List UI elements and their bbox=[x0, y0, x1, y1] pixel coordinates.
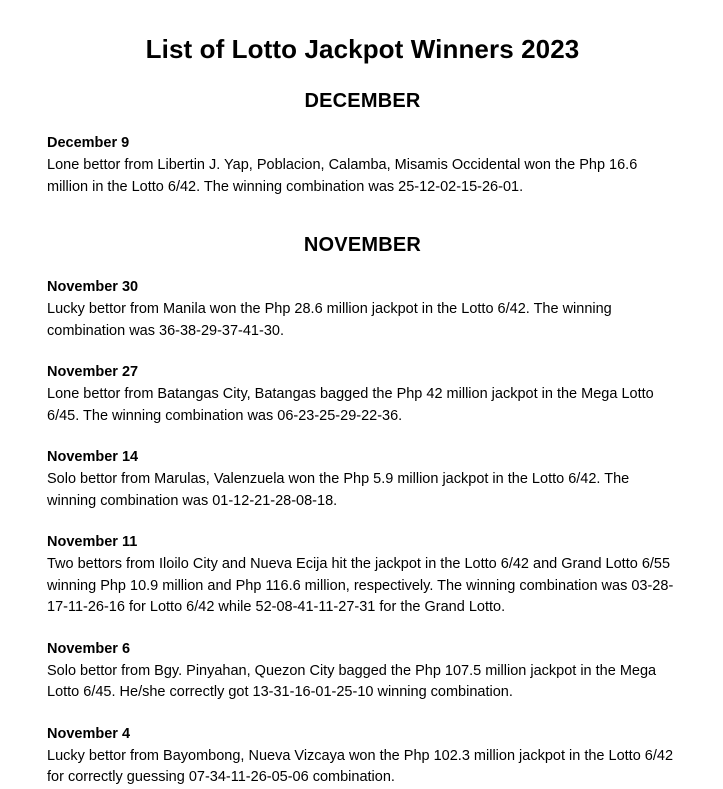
entry-date: November 14 bbox=[47, 449, 139, 465]
winner-entry bbox=[47, 639, 678, 704]
entry-body: Lucky bettor from Manila won the Php 28.6 million jackpot in the Lotto 6/42. The winning combination was 36-38-29-37-41-30. bbox=[47, 301, 612, 339]
entry-date: November 30 bbox=[47, 279, 139, 295]
entry-body: Solo bettor from Bgy. Pinyahan, Quezon City bagged the Php 107.5 million jackpot in the Mega Lotto 6/45. He/she correctly got 13-31-16-01-25-10 winning combination. bbox=[47, 662, 657, 700]
entry-list bbox=[47, 133, 678, 198]
entry-date: November 11 bbox=[47, 534, 138, 550]
entry-body: Solo bettor from Marulas, Valenzuela won the Php 5.9 million jackpot in the Lotto 6/42. The winning combination was 01-12-21-28-08-18. bbox=[47, 471, 630, 509]
winner-entry bbox=[47, 447, 678, 512]
winner-entry bbox=[47, 532, 678, 619]
entry-date: November 27 bbox=[47, 364, 139, 380]
entry-body: Two bettors from Iloilo City and Nueva Ecija hit the jackpot in the Lotto 6/42 and Grand Lotto 6/55 winning Php 10.9 million and Php 116.6 million, respectively. The winning combination was 03-28-17-11-26-16 for Lotto 6/42 while 52-08-41-11-27-31 for the Grand Lotto. bbox=[47, 556, 674, 615]
month-heading: DECEMBER bbox=[304, 90, 421, 112]
entry-body: Lucky bettor from Bayombong, Nueva Vizcaya won the Php 102.3 million jackpot in the Lotto 6/42 for correctly guessing 07-34-11-26-05-06 combination. bbox=[47, 747, 674, 785]
entry-body: Lone bettor from Batangas City, Batangas bagged the Php 42 million jackpot in the Mega Lotto 6/45. The winning combination was 06-23-25-29-22-36. bbox=[47, 386, 654, 424]
entry-list bbox=[47, 277, 678, 789]
entry-date: December 9 bbox=[47, 135, 130, 151]
winner-entry bbox=[47, 362, 678, 427]
winner-entry bbox=[47, 724, 678, 789]
winner-entry bbox=[47, 133, 678, 198]
month-section-november bbox=[47, 198, 678, 789]
winner-entry bbox=[47, 277, 678, 342]
entry-date: November 6 bbox=[47, 640, 131, 657]
month-heading: NOVEMBER bbox=[303, 234, 422, 256]
entry-date: November 4 bbox=[47, 725, 131, 742]
month-section-december bbox=[47, 64, 678, 198]
entry-body: Lone bettor from Libertin J. Yap, Poblacion, Calamba, Misamis Occidental won the Php 16.6 million in the Lotto 6/42. The winning combination was 25-12-02-15-26-01. bbox=[47, 157, 638, 195]
page-title: List of Lotto Jackpot Winners 2023 bbox=[145, 34, 580, 64]
